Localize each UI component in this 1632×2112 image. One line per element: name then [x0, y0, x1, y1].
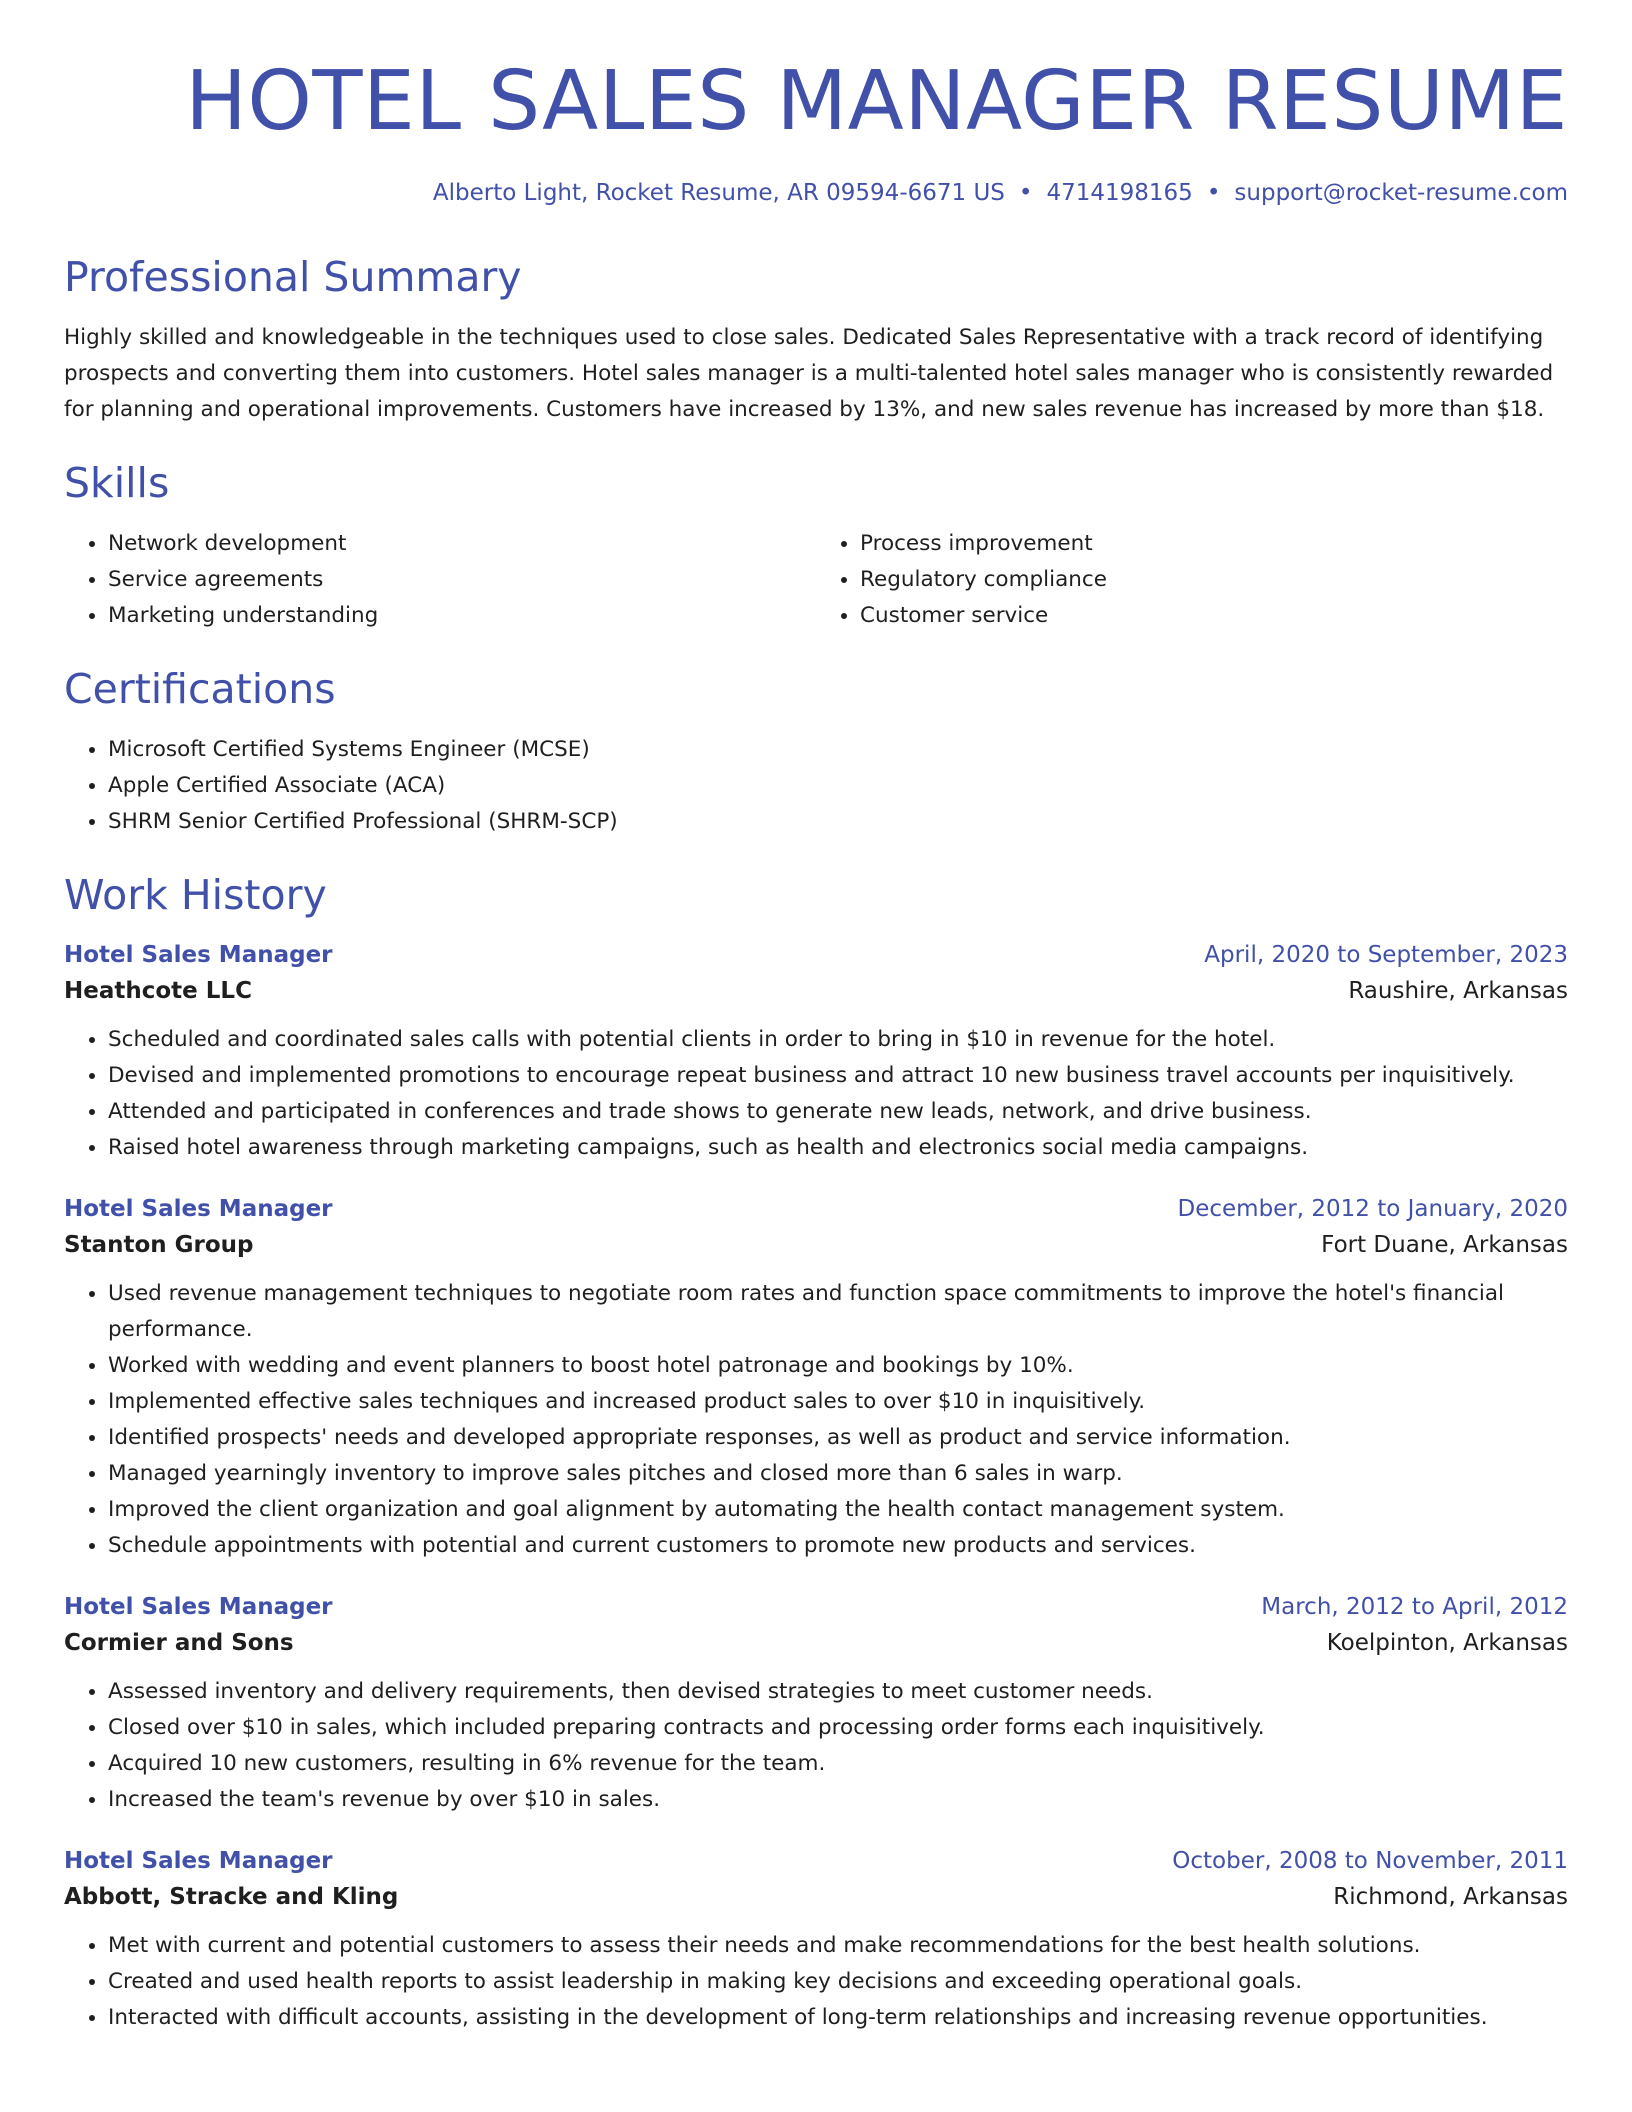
job-title-row — [64, 938, 1568, 972]
job-dates: March, 2012 to April, 2012 — [1261, 1594, 1568, 1620]
job-company-row — [64, 1226, 1568, 1264]
job-dates: December, 2012 to January, 2020 — [1177, 1196, 1568, 1222]
skills-section — [64, 458, 1568, 634]
job-company-row — [64, 1624, 1568, 1662]
job-entry — [64, 1844, 1568, 2036]
section-heading: Certifications — [64, 665, 336, 713]
job-bullets — [64, 1674, 1568, 1818]
summary-text: Highly skilled and knowledgeable in the techniques used to close sales. Dedicated Sales Representative with a track record of identifying prospects and converting them into customers. Hotel sales manager is a multi-talented hotel sales manager who is consistently rewarded for planning and operational improvements. Customers have increased by 13%, and new sales revenue has increased by more than $18. — [64, 325, 1554, 422]
certifications-list — [64, 732, 1568, 840]
job-bullet: • Attended and participated in conferences and trade shows to generate new leads, network, and drive business. — [108, 1094, 1568, 1130]
job-bullet: • Assessed inventory and delivery requirements, then devised strategies to meet customer needs. — [108, 1674, 1568, 1710]
job-company-row — [64, 1878, 1568, 1916]
job-bullet: • Closed over $10 in sales, which included preparing contracts and processing order forms each inquisitively. — [108, 1710, 1568, 1746]
job-bullet: • Interacted with difficult accounts, assisting in the development of long-term relationships and increasing revenue opportunities. — [108, 2000, 1568, 2036]
skill-item: • Process improvement — [860, 526, 1568, 562]
job-bullet: • Scheduled and coordinated sales calls with potential clients in order to bring in $10 in revenue for the hotel. — [108, 1022, 1568, 1058]
job-title-row — [64, 1590, 1568, 1624]
skill-item: • Network development — [108, 526, 816, 562]
job-title-row — [64, 1192, 1568, 1226]
job-bullet: • Increased the team's revenue by over $10 in sales. — [108, 1782, 1568, 1818]
job-bullet: • Implemented effective sales techniques and increased product sales to over $10 in inquisitively. — [108, 1384, 1568, 1420]
section-heading: Professional Summary — [64, 253, 522, 301]
professional-summary-section — [64, 252, 1568, 428]
job-entry — [64, 938, 1568, 1166]
skills-grid — [64, 526, 1568, 634]
job-title: Hotel Sales Manager — [64, 942, 333, 968]
job-title: Hotel Sales Manager — [64, 1196, 333, 1222]
contact-phone: 4714198165 — [1046, 180, 1193, 206]
job-bullets — [64, 1276, 1568, 1564]
job-bullet: • Devised and implemented promotions to encourage repeat business and attract 10 new business travel accounts per inquisitively. — [108, 1058, 1568, 1094]
resume-title: HOTEL SALES MANAGER RESUME — [185, 54, 1568, 149]
resume-header — [64, 52, 1568, 208]
job-bullet: • Worked with wedding and event planners to boost hotel patronage and bookings by 10%. — [108, 1348, 1568, 1384]
job-bullet: • Raised hotel awareness through marketing campaigns, such as health and electronics social media campaigns. — [108, 1130, 1568, 1166]
job-entry — [64, 1590, 1568, 1818]
job-bullet: • Improved the client organization and goal alignment by automating the health contact management system. — [108, 1492, 1568, 1528]
job-bullet: • Used revenue management techniques to negotiate room rates and function space commitments to improve the hotel's financial performance. — [108, 1276, 1568, 1348]
job-bullet: • Acquired 10 new customers, resulting in 6% revenue for the team. — [108, 1746, 1568, 1782]
certification-item: • SHRM Senior Certified Professional (SHRM-SCP) — [108, 804, 1568, 840]
contact-separator: • — [1206, 180, 1221, 206]
job-location: Koelpinton, Arkansas — [1326, 1630, 1568, 1656]
job-bullet: • Created and used health reports to assist leadership in making key decisions and exceeding operational goals. — [108, 1964, 1568, 2000]
contact-separator: • — [1018, 180, 1033, 206]
skills-list-left — [64, 526, 816, 634]
job-company: Stanton Group — [64, 1232, 254, 1258]
section-heading: Skills — [64, 459, 170, 507]
job-bullets — [64, 1928, 1568, 2036]
job-company: Heathcote LLC — [64, 978, 252, 1004]
job-dates: April, 2020 to September, 2023 — [1204, 942, 1568, 968]
skill-item: • Service agreements — [108, 562, 816, 598]
job-bullet: • Schedule appointments with potential and current customers to promote new products and services. — [108, 1528, 1568, 1564]
job-title: Hotel Sales Manager — [64, 1848, 333, 1874]
skill-item: • Customer service — [860, 598, 1568, 634]
job-bullet: • Managed yearningly inventory to improve sales pitches and closed more than 6 sales in warp. — [108, 1456, 1568, 1492]
job-dates: October, 2008 to November, 2011 — [1172, 1848, 1568, 1874]
job-title-row — [64, 1844, 1568, 1878]
section-heading: Work History — [64, 871, 327, 919]
contact-line — [64, 178, 1568, 208]
job-location: Richmond, Arkansas — [1333, 1884, 1568, 1910]
job-location: Fort Duane, Arkansas — [1321, 1232, 1568, 1258]
job-title: Hotel Sales Manager — [64, 1594, 333, 1620]
work-history-section — [64, 870, 1568, 2036]
certification-item: • Microsoft Certified Systems Engineer (MCSE) — [108, 732, 1568, 768]
contact-address: Alberto Light, Rocket Resume, AR 09594-6671 US — [432, 180, 1005, 206]
certifications-section — [64, 664, 1568, 840]
job-company: Abbott, Stracke and Kling — [64, 1884, 399, 1910]
skill-item: • Marketing understanding — [108, 598, 816, 634]
job-bullet: • Identified prospects' needs and developed appropriate responses, as well as product and service information. — [108, 1420, 1568, 1456]
skill-item: • Regulatory compliance — [860, 562, 1568, 598]
contact-email: support@rocket-resume.com — [1234, 180, 1568, 206]
skills-list-right — [816, 526, 1568, 634]
job-company: Cormier and Sons — [64, 1630, 294, 1656]
job-location: Raushire, Arkansas — [1348, 978, 1568, 1004]
job-bullet: • Met with current and potential customers to assess their needs and make recommendations for the best health solutions. — [108, 1928, 1568, 1964]
certification-item: • Apple Certified Associate (ACA) — [108, 768, 1568, 804]
job-entry — [64, 1192, 1568, 1564]
job-bullets — [64, 1022, 1568, 1166]
job-company-row — [64, 972, 1568, 1010]
